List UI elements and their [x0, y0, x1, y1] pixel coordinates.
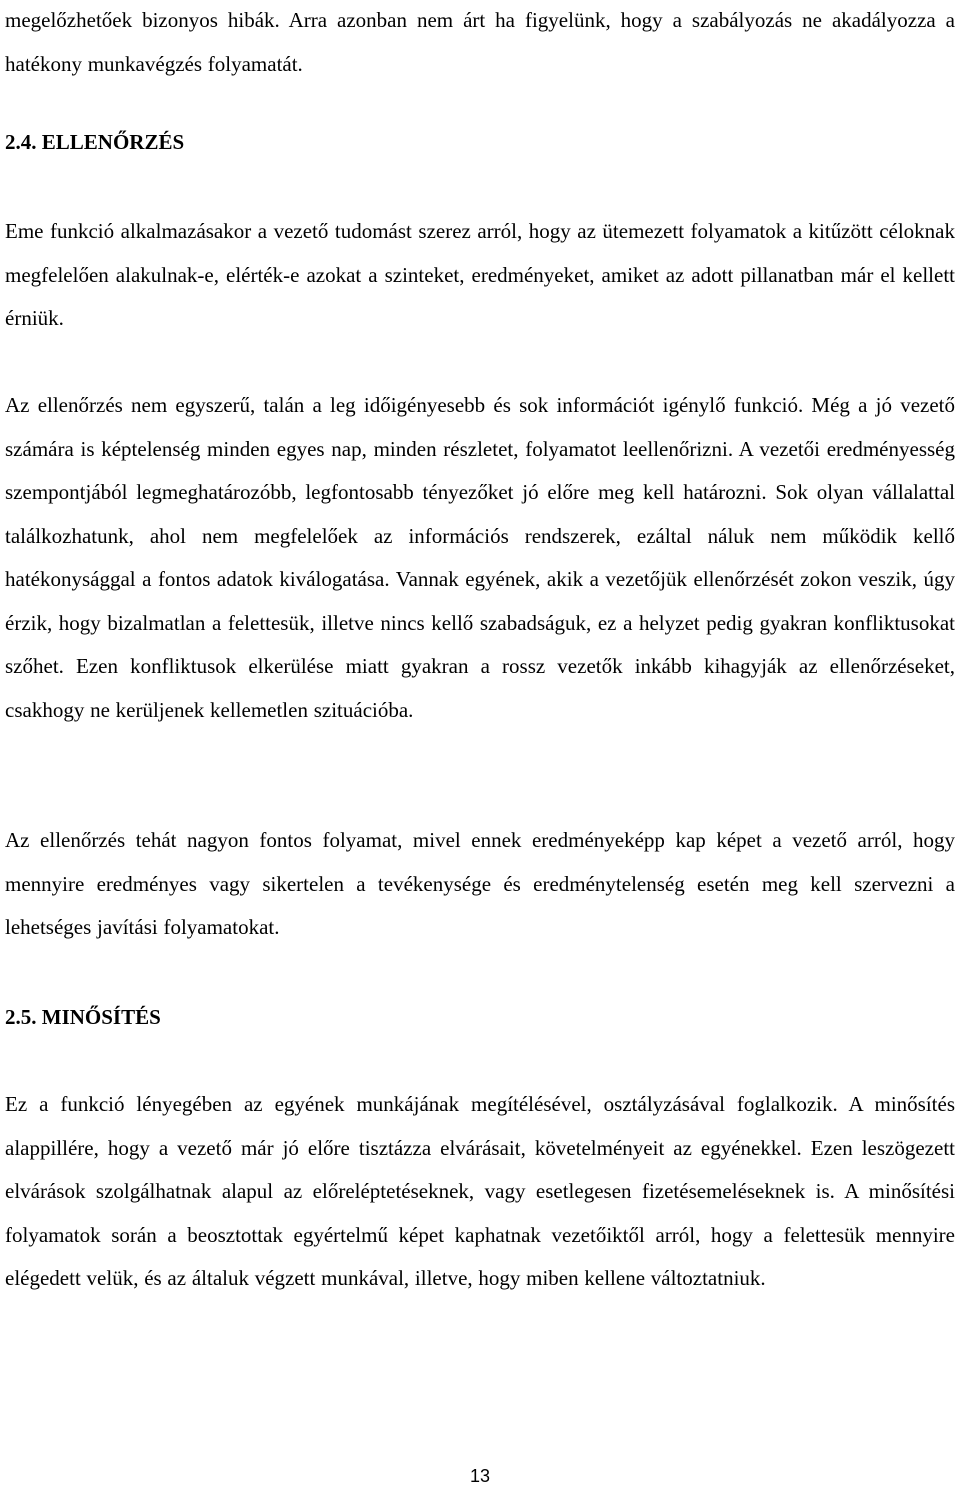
paragraph-minosites-1: Ez a funkció lényegében az egyének munkájának megítélésével, osztályzásával foglalkozik. A minősítés alappillére, hogy a vezető már jó előre tisztázza elvárásait, követelményeit az egyénekkel. Ezen leszögezett elvárások szolgálhatnak alapul az előreléptetéseknek, vagy esetlegesen fizetésemeléseknek is. A minősítési folyamatok során a beosztottak egyértelmű képet kaphatnak vezetőiktől arról, hogy a felettesük mennyire elégedett velük, és az általuk végzett munkával, illetve, hogy miben kellene változtatniuk.	[5, 1092, 955, 1290]
section-heading-ellenorzes: 2.4. ELLENŐRZÉS	[5, 130, 185, 154]
paragraph-ellenorzes-1: Eme funkció alkalmazásakor a vezető tudomást szerez arról, hogy az ütemezett folyamatok a kitűzött céloknak megfelelően alakulnak-e, elérték-e azokat a szinteket, eredményeket, amiket az adott pillanatban már el kellett érniük.	[5, 219, 955, 330]
paragraph-ellenorzes-2: Az ellenőrzés nem egyszerű, talán a leg időigényesebb és sok információt igénylő funkció. Még a jó vezető számára is képtelenség minden egyes nap, minden részletet, folyamatot leellenőrizni. A vezetői eredményesség szempontjából legmeghatározóbb, legfontosabb tényezőket jó előre meg kell határozni. Sok olyan vállalattal találkozhatunk, ahol nem megfelelőek az információs rendszerek, ezáltal náluk nem működik kellő hatékonysággal a fontos adatok kiválogatása. Vannak egyének, akik a vezetőjük ellenőrzését zokon veszik, úgy érzik, hogy bizalmatlan a felettesük, illetve nincs kellő szabadságuk, ez a helyzet pedig gyakran konfliktusokat szőhet. Ezen konfliktusok elkerülése miatt gyakran a rossz vezetők inkább kihagyják az ellenőrzéseket, csakhogy ne kerüljenek kellemetlen szituációba.	[5, 393, 955, 722]
paragraph-ellenorzes-3: Az ellenőrzés tehát nagyon fontos folyamat, mivel ennek eredményeképp kap képet a vezető arról, hogy mennyire eredményes vagy sikertelen a tevékenysége és eredménytelenség esetén meg kell szervezni a lehetséges javítási folyamatokat.	[5, 828, 955, 939]
page-number: 13	[469, 1466, 491, 1486]
section-heading-minosites: 2.5. MINŐSÍTÉS	[5, 1005, 161, 1029]
intro-paragraph: megelőzhetőek bizonyos hibák. Arra azonban nem árt ha figyelünk, hogy a szabályozás ne akadályozza a hatékony munkavégzés folyamatát.	[5, 8, 955, 76]
